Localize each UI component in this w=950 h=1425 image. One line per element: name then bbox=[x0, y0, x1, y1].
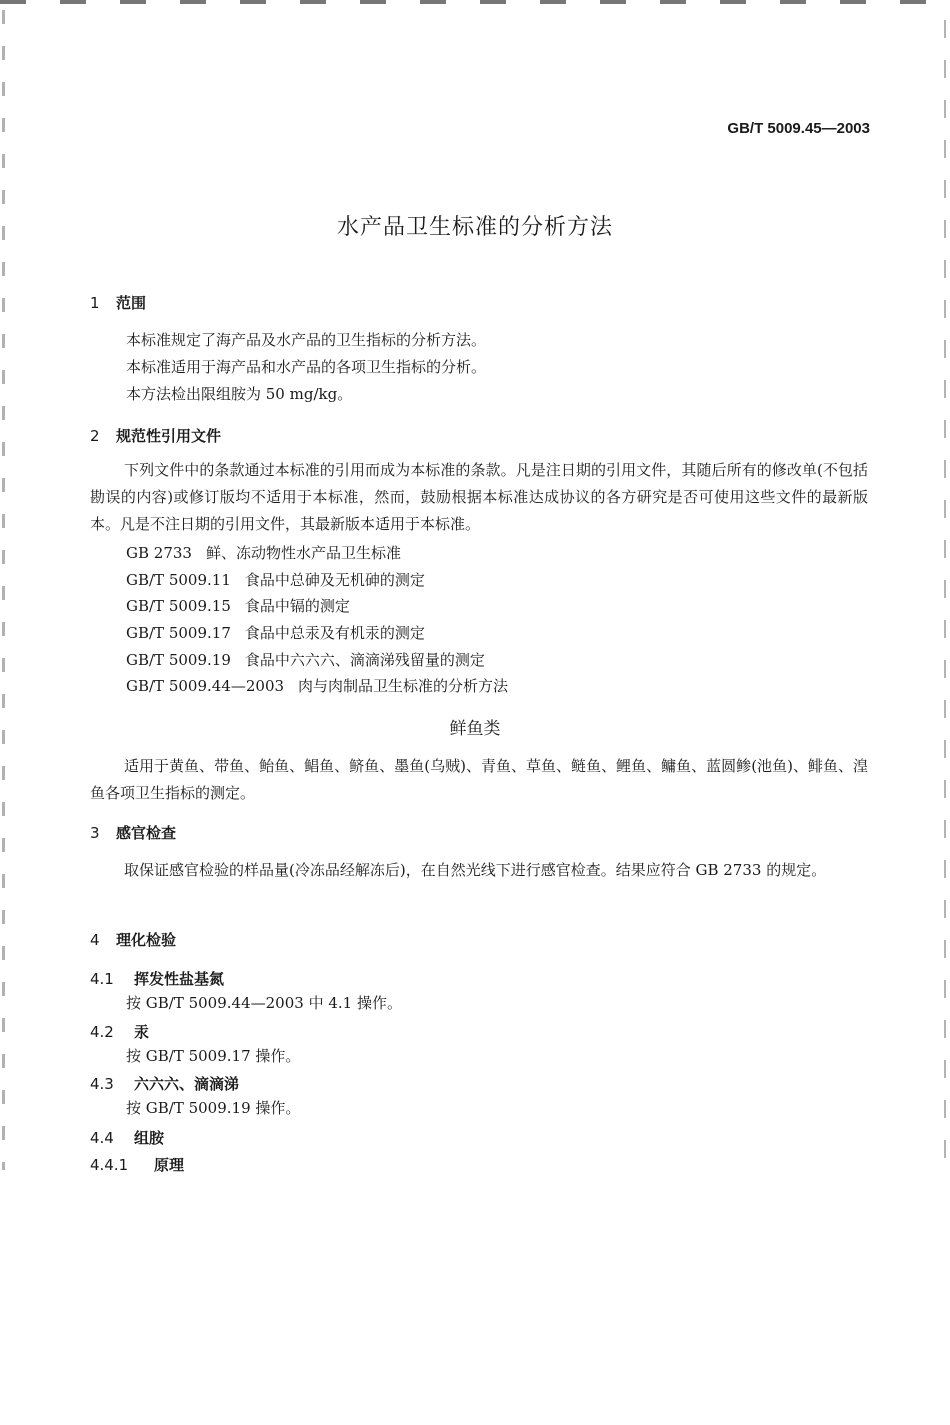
reference-item bbox=[126, 569, 425, 590]
fresh-fish-paragraph: 适用于黄鱼、带鱼、鲐鱼、鲳鱼、鲚鱼、墨鱼(乌贼)、青鱼、草鱼、鲢鱼、鲤鱼、鳙鱼、蓝圆鲹(池鱼)、鲱鱼、湟鱼各项卫生指标的测定。 bbox=[90, 757, 868, 802]
section-number: 1 bbox=[90, 294, 100, 312]
reference-item bbox=[126, 542, 401, 563]
reference-item bbox=[126, 622, 425, 643]
subsection-title: 六六六、滴滴涕 bbox=[134, 1075, 240, 1093]
subsection-4-1-heading bbox=[90, 968, 224, 989]
subsection-title: 挥发性盐基氮 bbox=[134, 970, 225, 988]
section-title: 理化检验 bbox=[116, 931, 177, 949]
reference-code: GB/T 5009.11 bbox=[126, 571, 231, 589]
subsection-number: 4.1 bbox=[90, 970, 114, 988]
section-number: 2 bbox=[90, 427, 100, 445]
subsection-number: 4.2 bbox=[90, 1023, 114, 1041]
subsection-number: 4.3 bbox=[90, 1075, 114, 1093]
section-number: 3 bbox=[90, 824, 100, 842]
section-1-heading bbox=[90, 292, 146, 313]
page-title: 水产品卫生标准的分析方法 bbox=[336, 215, 613, 240]
scope-line-3: 本方法检出限组胺为 50 mg/kg。 bbox=[126, 385, 353, 403]
scope-line-1: 本标准规定了海产品及水产品的卫生指标的分析方法。 bbox=[126, 331, 487, 349]
subsection-4-1-text: 按 GB/T 5009.44—2003 中 4.1 操作。 bbox=[126, 994, 402, 1012]
standard-number: GB/T 5009.45—2003 bbox=[727, 120, 870, 137]
subsection-4-3-text: 按 GB/T 5009.19 操作。 bbox=[126, 1099, 301, 1117]
subsection-title: 组胺 bbox=[134, 1129, 165, 1147]
subsection-title: 汞 bbox=[134, 1023, 150, 1041]
scan-edge-left bbox=[2, 10, 5, 1170]
subsection-4-4-heading bbox=[90, 1127, 164, 1148]
reference-code: GB/T 5009.44—2003 bbox=[126, 677, 285, 695]
section-title: 规范性引用文件 bbox=[116, 427, 222, 445]
section-3-heading bbox=[90, 822, 176, 843]
section-title: 范围 bbox=[116, 294, 147, 312]
sensory-paragraph: 取保证感官检验的样品量(冷冻品经解冻后)，在自然光线下进行感官检查。结果应符合 GB 2733 的规定。 bbox=[124, 861, 827, 879]
section-title: 感官检查 bbox=[116, 824, 177, 842]
reference-item bbox=[126, 649, 485, 670]
subsection-4-2-heading bbox=[90, 1021, 149, 1042]
scan-edge-top bbox=[0, 0, 950, 4]
subsection-number: 4.4.1 bbox=[90, 1156, 129, 1174]
reference-item bbox=[126, 595, 350, 616]
subsection-4-4-1-heading bbox=[90, 1154, 184, 1175]
subsection-4-3-heading bbox=[90, 1073, 239, 1094]
reference-title: 食品中总砷及无机砷的测定 bbox=[244, 571, 425, 589]
normative-references-paragraph: 下列文件中的条款通过本标准的引用而成为本标准的条款。凡是注日期的引用文件，其随后所有的修改单(不包括勘误的内容)或修订版均不适用于本标准，然而，鼓励根据本标准达成协议的各方研究是否可使用这些文件的最新版本。凡是不注日期的引用文件，其最新版本适用于本标准。 bbox=[90, 461, 868, 533]
reference-title: 鲜、冻动物性水产品卫生标准 bbox=[205, 544, 401, 562]
subsection-4-2-text: 按 GB/T 5009.17 操作。 bbox=[126, 1047, 301, 1065]
reference-item bbox=[126, 675, 508, 696]
fresh-fish-heading: 鲜鱼类 bbox=[449, 719, 501, 739]
section-4-heading bbox=[90, 929, 176, 950]
reference-code: GB 2733 bbox=[126, 544, 192, 562]
reference-code: GB/T 5009.17 bbox=[126, 624, 231, 642]
reference-code: GB/T 5009.15 bbox=[126, 597, 231, 615]
reference-code: GB/T 5009.19 bbox=[126, 651, 231, 669]
section-2-heading bbox=[90, 425, 221, 446]
reference-title: 食品中六六六、滴滴涕残留量的测定 bbox=[244, 651, 485, 669]
reference-title: 食品中总汞及有机汞的测定 bbox=[244, 624, 425, 642]
reference-title: 食品中镉的测定 bbox=[244, 597, 350, 615]
subsection-title: 原理 bbox=[154, 1156, 185, 1174]
subsection-number: 4.4 bbox=[90, 1129, 114, 1147]
reference-title: 肉与肉制品卫生标准的分析方法 bbox=[298, 677, 509, 695]
scan-edge-right bbox=[944, 20, 946, 1180]
section-number: 4 bbox=[90, 931, 100, 949]
scope-line-2: 本标准适用于海产品和水产品的各项卫生指标的分析。 bbox=[126, 358, 487, 376]
